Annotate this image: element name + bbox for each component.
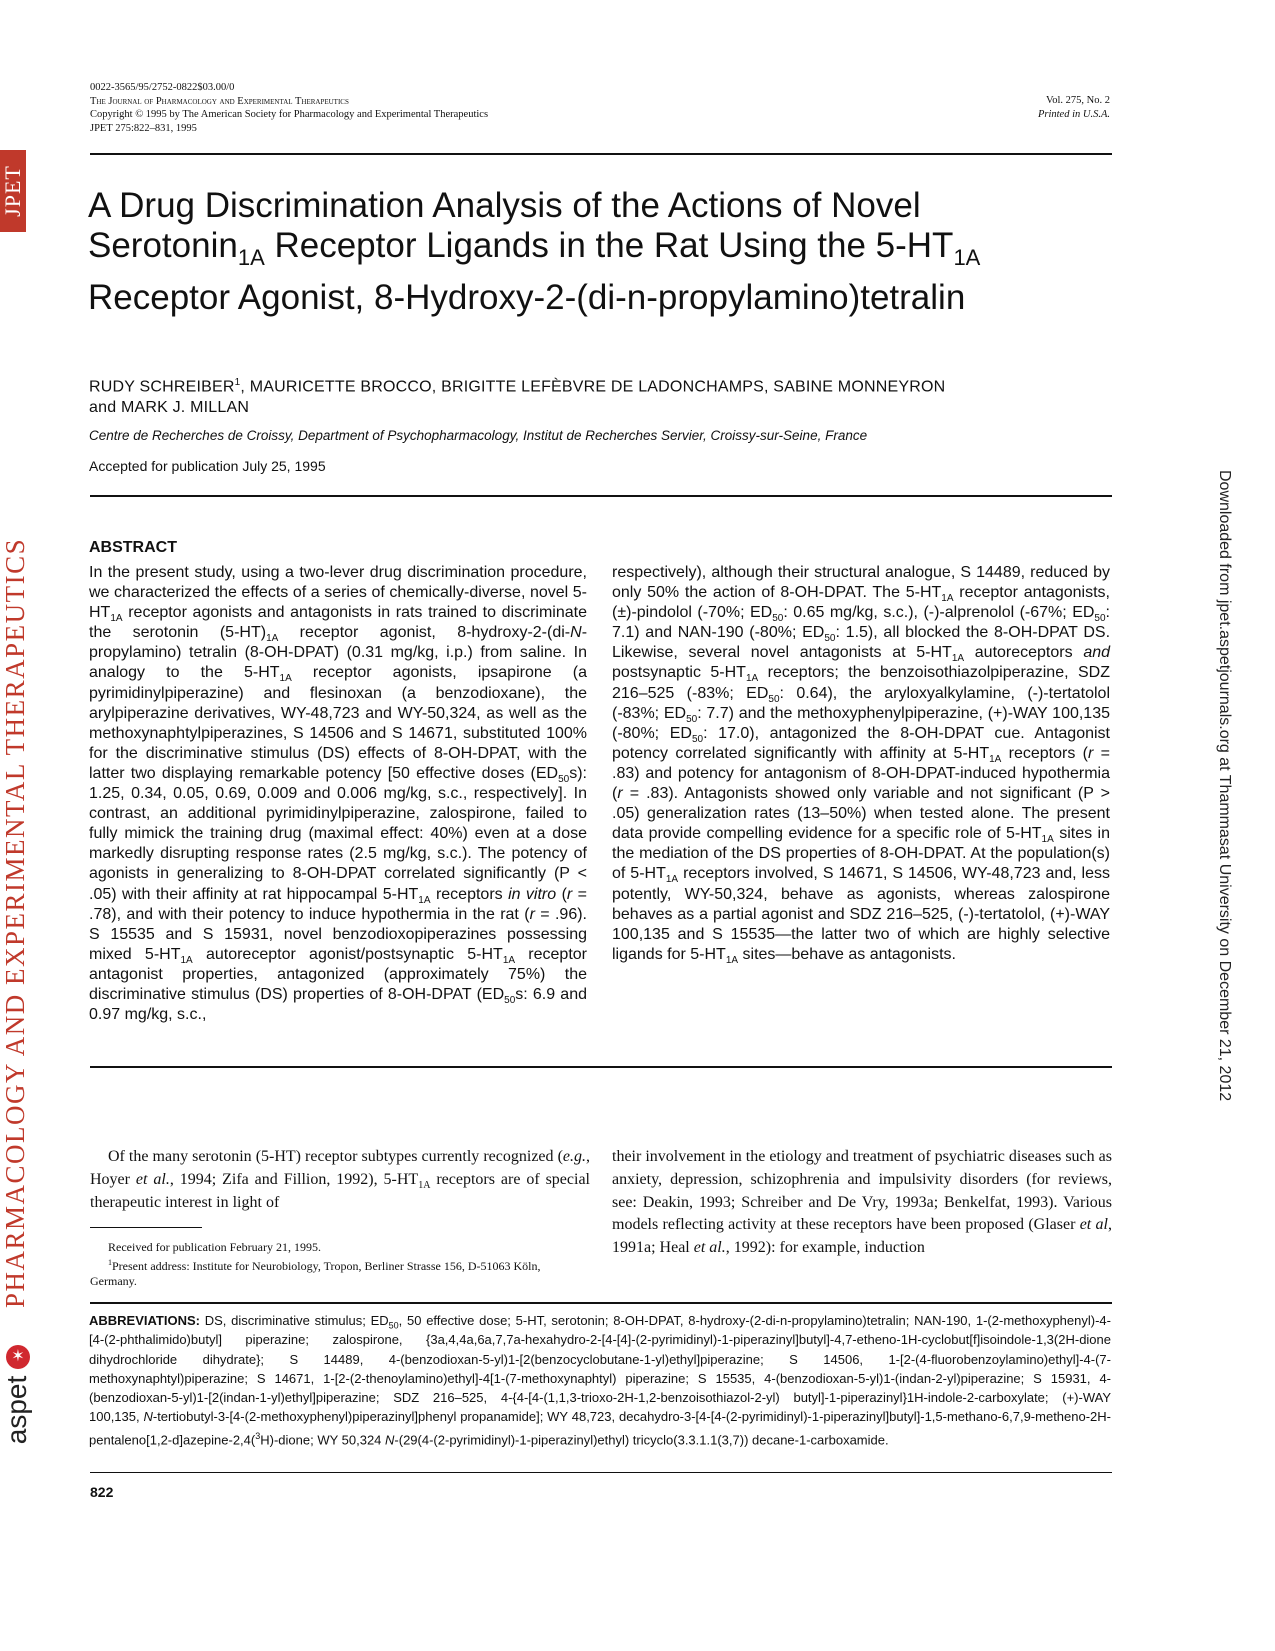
- authors-line-2: and MARK J. MILLAN: [89, 399, 250, 417]
- authors-line-1: , MAURICETTE BROCCO, BRIGITTE LEFÈBVRE DE LADONCHAMPS, SABINE MONNEYRON: [240, 378, 946, 396]
- abbreviations-bottom-rule: [90, 1472, 1112, 1473]
- journal-copyright: Copyright © 1995 by The American Society for Pharmacology and Experimental Therapeutics: [90, 109, 489, 120]
- aspet-logo-text: aspet: [1, 1375, 32, 1445]
- title-line-2b: Receptor Ligands in the Rat Using the 5-HT: [264, 226, 954, 265]
- journal-printed: Printed in U.S.A.: [1037, 108, 1110, 120]
- abbreviations-top-rule: [90, 1302, 1112, 1304]
- title-sub-1: 1A: [237, 245, 265, 270]
- abstract-left-column: In the present study, using a two-lever drug discrimination procedure, we characterized the effects of a series of chemically-diverse, novel $5-HT_{1A}$ receptor agonists and antagonists in rats trained to discriminate the serotonin $(5-HT)_{1A}$ receptor agonist, 8-hydroxy-2-(di-N-propylamino) tetralin (8-OH-DPAT) (0.31 mg/kg, i.p.) from saline. In analogy to the $5-HT_{1A}$ receptor agonists, ipsapirone (a pyrimidinylpiperazine) and flesinoxan (a benzodioxane), the arylpiperazine derivatives, WY-48,723 and WY-50,324, as well as the methoxynaphtylpiperazines, S 14506 and S 14671, substituted 100% for the discriminative stimulus (DS) effects of 8-OH-DPAT, with the latter two displaying remarkable potency [50 effective doses $(ED_{50}s)$: 1.25, 0.34, 0.05, 0.69, 0.009 and 0.006 mg/kg, s.c., respectively]. In contrast, an additional pyrimidinylpiperazine, zalospirone, failed to fully mimick the training drug (maximal effect: 40%) even at a dose markedly disrupting response rates (2.5 mg/kg, s.c.). The potency of agonists in generalizing to 8-OH-DPAT correlated significantly (P < .05) with their affinity at rat hippocampal $5-HT_{1A}$ receptors in vitro (r = .78), and with their potency to induce hypothermia in the rat (r = .96). S 15535 and S 15931, novel benzodioxopiperazines possessing mixed $5-HT_{1A}$ autoreceptor agonist/postsynaptic $5-HT_{1A}$ receptor antagonist properties, antagonized (approximately 75%) the discriminative stimulus (DS) properties of 8-OH-DPAT ($ED_{50}s$: 6.9 and 0.97 mg/kg, s.c.,: [89, 564, 588, 1024]
- journal-citation: JPET 275:822–831, 1995: [90, 122, 197, 134]
- journal-meta: [90, 81, 790, 135]
- page-number: 822: [90, 1484, 114, 1500]
- body-left-column: Of the many serotonin (5-HT) receptor subtypes currently recognized (e.g., Hoyer et al., 1994; Zifa and Fillion, 1992), $5-HT_{1A}$ receptors are of special therapeutic interest in light of: [90, 1148, 591, 1211]
- footnote-rule: [90, 1227, 202, 1228]
- journal-code: 0022-3565/95/2752-0822$03.00/0: [90, 82, 235, 93]
- affiliation: Centre de Recherches de Croissy, Department of Psychopharmacology, Institut de Recherches Servier, Croissy-sur-Seine, France: [89, 428, 868, 443]
- authors: [89, 372, 1109, 418]
- title-line-1: A Drug Discrimination Analysis of the Actions of Novel: [88, 186, 921, 225]
- body-right-column: their involvement in the etiology and treatment of psychiatric diseases such as anxiety, depression, schizophrenia and impulsivity disorders (for reviews, see: Deakin, 1993; Schreiber and De Vry, 1993a; Benkelfat, 1993). Various models reflecting activity at these receptors have been proposed (Glaser et al, 1991a; Heal et al., 1992): for example, induction: [612, 1148, 1112, 1257]
- download-note: Downloaded from jpet.aspetjournals.org at Thammasat University on December 21, 2012: [1216, 470, 1233, 1102]
- title-line-3: Receptor Agonist, 8-Hydroxy-2-(di-n-propylamino)tetralin: [88, 278, 966, 317]
- article-title: [88, 186, 1088, 318]
- footnote-received: Received for publication February 21, 1995.: [108, 1240, 321, 1254]
- jpet-badge: [0, 150, 26, 232]
- abstract-heading: ABSTRACT: [89, 539, 177, 556]
- header-rule: [90, 153, 1112, 155]
- journal-volume: Vol. 275, No. 2: [1046, 95, 1110, 106]
- footnote-present-address: $^1$Present address: Institute for Neurobiology, Tropon, Berliner Strasse 156, D-51063 Köln, Germany.: [90, 1258, 541, 1288]
- abstract-top-rule: [90, 495, 1112, 497]
- journal-volume-block: [900, 94, 1110, 121]
- aspet-logo: [0, 1345, 34, 1475]
- accepted-date: Accepted for publication July 25, 1995: [89, 458, 326, 474]
- logo-mark-icon: ✶: [6, 1345, 30, 1369]
- journal-name: The Journal of Pharmacology and Experimental Therapeutics: [90, 95, 349, 107]
- author-first: RUDY SCHREIBER: [89, 378, 235, 396]
- abstract-bottom-rule: [90, 1066, 1112, 1068]
- spine-journal-title: PHARMACOLOGY AND EXPERIMENTAL THERAPEUTICS: [0, 537, 30, 1308]
- title-sub-2: 1A: [953, 245, 981, 270]
- abbreviations: ABBREVIATIONS: DS, discriminative stimulus; $ED_{50}$, 50 effective dose; 5-HT, serotonin; 8-OH-DPAT, 8-hydroxy-(2-di-n-propylamino)tetralin; NAN-190, 1-(2-methoxyphenyl)-4-[4-(2-phthalimido)butyl] piperazine; zalospirone, {3a,4,4a,6a,7,7a-hexahydro-2-[4-[4]-(2-pyrimidinyl)-1-piperazinyl]butyl]-4,7-etheno-1H-cyclobut[f]isoindole-1,3(2H-dione dihydrochloride dihydrate}; S 14489, 4-(benzodioxan-5-yl)1-[2(benzocyclobutane-1-yl)ethyl]piperazine; S 14506, 1-[2-(4-fluorobenzoylamino)ethyl]-4-(7-methoxynaphtyl)piperazine; S 14671, 1-[2-(2-thenoylamino)ethyl]-4[1-(7-methoxynaphtyl) piperazine; S 15535, 4-(benzodioxan-5-yl)1-(indan-2-yl)piperazine; S 15931, 4-(benzodioxan-5-yl)1-[2(indan-1-yl)ethyl]piperazine; SDZ 216–525, 4-{4-[4-(1,1,3-trioxo-2H-1,2-benzoisothiazol-2-yl) butyl]-1-piperazinyl}1H-indole-2-carboxylate; (+)-WAY 100,135, N-tertiobutyl-3-[4-(2-methoxyphenyl)piperazinyl]phenyl propanamide]; WY 48,723, decahydro-3-[4-[4-(2-pyrimidinyl)-1-piperazinyl]butyl]-1,5-methano-6,7,9-metheno-2H-pentaleno[1,2-d]azepine-2,4($^3$H)-dione; WY 50,324 N-(29(4-(2-pyrimidinyl)-1-piperazinyl)ethyl) tricyclo(3.3.1.1(3,7)) decane-1-carboxamide.: [89, 1313, 1111, 1448]
- author-footnote-mark: 1: [234, 377, 241, 388]
- abstract-right-column: respectively), although their structural analogue, S 14489, reduced by only 50% the action of 8-OH-DPAT. The $5-HT_{1A}$ receptor antagonists, (±)-pindolol (-70%; $ED_{50}$: 0.65 mg/kg, s.c.), (-)-alprenolol (-67%; $ED_{50}$: 7.1) and NAN-190 (-80%; $ED_{50}$: 1.5), all blocked the 8-OH-DPAT DS. Likewise, several novel antagonists at $5-HT_{1A}$ autoreceptors and postsynaptic $5-HT_{1A}$ receptors; the benzoisothiazolpiperazine, SDZ 216–525 (-83%; $ED_{50}$: 0.64), the aryloxyalkylamine, (-)-tertatolol (-83%; $ED_{50}$: 7.7) and the methoxyphenylpiperazine, (+)-WAY 100,135 (-80%; $ED_{50}$: 17.0), antagonized the 8-OH-DPAT cue. Antagonist potency correlated significantly with affinity at $5-HT_{1A}$ receptors (r = .83) and potency for antagonism of 8-OH-DPAT-induced hypothermia (r = .83). Antagonists showed only variable and not significant (P > .05) generalization rates (13–50%) when tested alone. The present data provide compelling evidence for a specific role of $5-HT_{1A}$ sites in the mediation of the DS properties of 8-OH-DPAT. At the population(s) of $5-HT_{1A}$ receptors involved, S 14671, S 14506, WY-48,723 and, less potently, WY-50,324, behave as agonists, whereas zalospirone behaves as a partial agonist and SDZ 216–525, (-)-tertatolol, (+)-WAY 100,135 and S 15535—the latter two of which are highly selective ligands for $5-HT_{1A}$ sites—behave as antagonists.: [612, 564, 1111, 966]
- jpet-badge-text: JPET: [0, 165, 25, 217]
- title-line-2a: Serotonin: [88, 226, 238, 265]
